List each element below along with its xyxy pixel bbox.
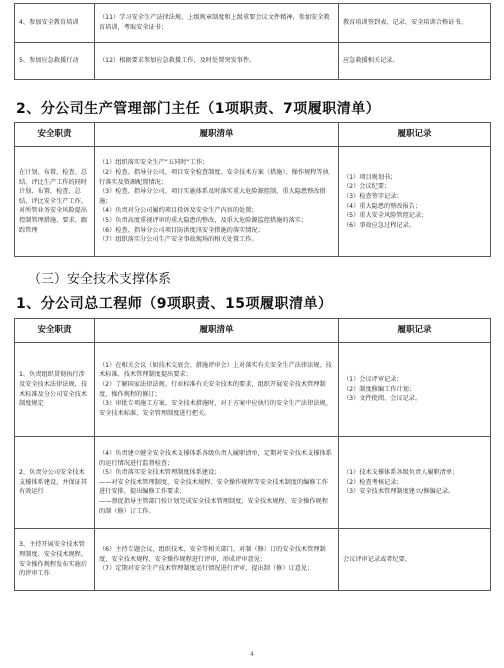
list-item: （1）会议评审记录； (343, 376, 403, 384)
duty-list-cell: （11）学习安全生产法律法规、上级规章制度和上级重要会议文件精神，参加安全教育培训，考取安全证书； (95, 4, 339, 43)
table-production-manager (14, 122, 491, 257)
list-item: （1）组织落实安全生产“五同时”工作； (99, 159, 209, 167)
duty-list-cell (95, 147, 339, 257)
list-item: （4）负责建立健全安全技术支撑体系各级负责人履职清单，定期对安全技术支撑体系的运行情况进行监督检查； (99, 450, 332, 467)
duty-cell: 1、负责组织贯彻执行涉及安全技术法律法规、技术标准及分公司安全技术制度规定 (15, 343, 95, 437)
table-row (15, 343, 491, 437)
table-row (15, 4, 491, 43)
list-item: （1）项目规划书； (343, 173, 397, 181)
record-cell (339, 437, 491, 529)
header-record: 履职记录 (339, 123, 491, 147)
table-row (15, 529, 491, 591)
page-number: 4 (250, 651, 254, 658)
list-item: （7）定期对安全生产技术管理制度运行情况进行评审，提出制（修）订意见； (99, 565, 314, 573)
list-item: （3）安全技术管理制度建立/修编记录。 (343, 488, 455, 496)
list-item: （2）检查考核记录； (343, 478, 403, 486)
list-item: （4）重大隐患的整改报告； (343, 202, 422, 210)
list-item: （5）负责落实安全技术管理制度体系建设； (99, 469, 221, 477)
list-item: （6）检查、指导分公司项目防洪度汛安全措施的落实情况； (99, 226, 264, 234)
duty-cell: 5、参加应急救援行动 (15, 43, 95, 80)
list-item: （4）负责对分公司履约项目投诉及安全生产内容的处置； (99, 207, 258, 215)
table-chief-engineer (14, 318, 491, 591)
section-heading-production-manager: 2、分公司生产管理部门主任（1项职责、7项履职清单） (16, 101, 381, 117)
section-title-tech-support: （三）安全技术支撑体系 (28, 272, 172, 287)
header-duty: 安全职责 (15, 123, 95, 147)
duty-list-cell (95, 529, 339, 591)
list-item: （5）重大安全风险管控记录； (343, 212, 428, 220)
header-list: 履职清单 (95, 123, 339, 147)
record-cell: 教育培训签到表、记录、安全培训合格证书。 (339, 4, 491, 43)
list-item: （3）文件批阅、会议记录。 (343, 395, 422, 403)
list-item: （2）制度修编工作计划； (343, 385, 415, 393)
list-item: （2）了解国家法律法规、行业标准有关安全技术的要求，组织开展安全技术管理制度、操作规程的修订； (99, 381, 326, 398)
list-item: （2）检查、指导分公司、项目安全检查制度、安全技术方案（措施）、操作规程等执行落实及资源配置情况； (99, 169, 329, 186)
duty-cell: 4、参加安全教育培训 (15, 4, 95, 43)
duty-cell: 2、负责分公司安全技术支撑体系建设，并保证其有效运行 (15, 437, 95, 529)
list-item: （6）主持专题会议，组织技术、安全等相关部门，对制（修）订的安全技术管理制度、安全技术规程、安全操作规程进行评审，形成评审意见； (99, 546, 326, 563)
header-duty: 安全职责 (15, 319, 95, 343)
record-cell (339, 343, 491, 437)
list-item: （3）审批专项施工方案、安全技术措施时，对于方案中应执行的安全生产法律法规、安全技术标准、安全管理制度进行把关。 (99, 400, 332, 417)
table-row (15, 147, 491, 257)
table-header-row (15, 319, 491, 343)
list-item: （6）事故应急过程记录。 (343, 221, 415, 229)
table-row (15, 43, 491, 80)
list-item: ——对安全技术管理制度、安全技术规程、安全操作规程等安全技术制度的编修工作进行安排，提出编修工作要求； (99, 478, 328, 496)
list-item: （3）检查、指导分公司、项目实施体系及时落实重大危险源控制、重大隐患整改措施； (99, 188, 326, 205)
list-item: （3）检查签字记录； (343, 193, 403, 201)
list-item: （7）组织落实分公司生产安全事故现场的相关处置工作。 (99, 236, 258, 244)
list-item: （1）技术支撑体系各级负责人履职清单； (343, 469, 459, 477)
list-item: （1）在相关会议（如技术交底会、措施评审会）上对落实有关安全生产法律法规、技术标准、技术管理制度提出要求； (99, 361, 332, 379)
duty-cell: 在计划、布置、检查、总结、评比生产工作的同时计划、布置、检查、总结、评比安全生产工作，对所管业务安全风险提出控制管理措施、要求、跟踪管理 (15, 147, 95, 257)
section-heading-chief-engineer: 1、分公司总工程师（9项职责、15项履职清单） (16, 296, 333, 312)
header-list: 履职清单 (95, 319, 339, 343)
duty-list-cell (95, 343, 339, 437)
table-header-row (15, 123, 491, 147)
record-cell: 应急救援相关记录。 (339, 43, 491, 80)
list-item: （2）会议纪要； (343, 183, 391, 191)
table-row (15, 437, 491, 529)
record-cell: 会议评审记录或者纪要。 (339, 529, 491, 591)
record-cell (339, 147, 491, 257)
header-record: 履职记录 (339, 319, 491, 343)
list-item: （5）负责高度重视评审的重大隐患的整改，及重大危险源监控措施的落实； (99, 217, 308, 225)
table-top-continuation (14, 3, 491, 80)
duty-list-cell: （12）根据要求参加应急救援工作，及时处置突发事件。 (95, 43, 339, 80)
list-item: ——督促指导主管部门按计划完成安全技术管理制度、安全技术规程、安全操作规程的制（修）订工作。 (99, 498, 328, 515)
duty-cell: 3、主持开展安全技术管理制度、安全技术规程、安全操作规程发布实施后的评审工作 (15, 529, 95, 591)
duty-list-cell (95, 437, 339, 529)
